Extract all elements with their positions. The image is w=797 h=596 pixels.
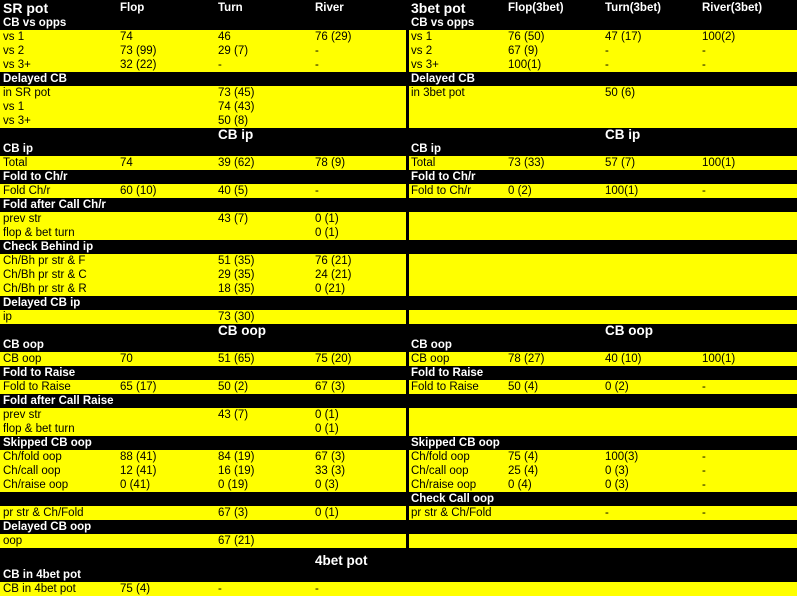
stat-row — [409, 86, 797, 100]
section-title: CB ip — [218, 127, 254, 142]
stat-row — [409, 156, 797, 170]
group-header — [409, 72, 797, 86]
row-label: in 3bet pot — [411, 87, 465, 99]
section-header — [0, 554, 797, 568]
stat-value: - — [702, 507, 706, 519]
stat-value: - — [605, 59, 609, 71]
row-label: Skipped CB oop — [3, 437, 92, 449]
stat-value: 76 (21) — [315, 255, 352, 267]
stat-row — [0, 478, 406, 492]
row-label: Fold to Ch/r — [3, 171, 68, 183]
stat-row — [0, 310, 406, 324]
row-label: Fold to Raise — [411, 367, 484, 379]
group-header — [0, 568, 797, 582]
stat-value: 47 (17) — [605, 31, 642, 43]
stat-value: 50 (8) — [218, 115, 249, 127]
group-header — [409, 16, 797, 30]
stat-row — [0, 100, 406, 114]
stat-row — [409, 478, 797, 492]
stat-row — [0, 464, 406, 478]
stat-value: 76 (29) — [315, 31, 352, 43]
group-header — [0, 72, 406, 86]
row-label: Fold Ch/r — [3, 185, 51, 197]
stat-value: 0 (2) — [508, 185, 532, 197]
group-header — [0, 520, 406, 534]
stat-value: 74 (43) — [218, 101, 255, 113]
stat-row — [409, 184, 797, 198]
stat-value: 29 (7) — [218, 45, 249, 57]
group-header — [409, 296, 797, 310]
stat-value: 50 (2) — [218, 381, 249, 393]
stat-value: 32 (22) — [120, 59, 157, 71]
stat-value: 51 (65) — [218, 353, 255, 365]
stat-value: 73 (33) — [508, 157, 545, 169]
stat-value: Turn — [218, 2, 243, 14]
3bet-pot-panel — [409, 0, 797, 548]
stat-value: 65 (17) — [120, 381, 157, 393]
row-label: 3bet pot — [411, 0, 466, 16]
stat-row — [409, 408, 797, 422]
section-title: CB ip — [605, 127, 641, 142]
stat-row — [0, 226, 406, 240]
row-label: pr str & Ch/Fold — [3, 507, 84, 519]
stat-value: Flop(3bet) — [508, 2, 564, 14]
stat-row — [0, 282, 406, 296]
stat-row — [409, 352, 797, 366]
stat-value: - — [702, 451, 706, 463]
row-label: vs 3+ — [3, 115, 31, 127]
stat-row — [409, 380, 797, 394]
row-label: CB ip — [411, 143, 442, 155]
group-header — [409, 142, 797, 156]
row-label: Ch/call oop — [3, 465, 61, 477]
stat-value: 0 (41) — [120, 479, 151, 491]
row-label: vs 1 — [411, 31, 433, 43]
group-header — [0, 338, 406, 352]
stat-value: - — [702, 59, 706, 71]
row-label: Fold to Ch/r — [411, 171, 476, 183]
stat-value: 39 (62) — [218, 157, 255, 169]
group-header — [409, 436, 797, 450]
stat-row — [409, 506, 797, 520]
stat-row — [0, 44, 406, 58]
row-label: oop — [3, 535, 23, 547]
stat-row — [0, 114, 406, 128]
stat-value: 84 (19) — [218, 451, 255, 463]
stat-value: 0 (21) — [315, 283, 346, 295]
stat-value: 67 (9) — [508, 45, 539, 57]
stat-row — [0, 58, 406, 72]
stat-value: 43 (7) — [218, 409, 249, 421]
stat-value: 12 (41) — [120, 465, 157, 477]
column-header-row — [0, 0, 406, 16]
stat-value: 78 (27) — [508, 353, 545, 365]
stat-value: 67 (3) — [315, 381, 346, 393]
stat-value: 100(1) — [605, 185, 639, 197]
row-label: CB oop — [3, 353, 42, 365]
stat-value: Turn(3bet) — [605, 2, 662, 14]
stat-value: 0 (3) — [315, 479, 339, 491]
stat-row — [409, 450, 797, 464]
stat-row — [0, 534, 406, 548]
stat-value: 75 (20) — [315, 353, 352, 365]
stat-value: 75 (4) — [120, 583, 151, 595]
4bet-pot-panel — [0, 554, 797, 596]
stat-value: 18 (35) — [218, 283, 255, 295]
stat-value: 70 — [120, 353, 133, 365]
stat-value: - — [218, 59, 222, 71]
stat-value: River(3bet) — [702, 2, 763, 14]
stat-value: 67 (3) — [218, 507, 249, 519]
section-title: 4bet pot — [315, 553, 368, 568]
row-label: Fold after Call Ch/r — [3, 199, 106, 211]
stat-value: 75 (4) — [508, 451, 539, 463]
stat-row — [409, 282, 797, 296]
row-label: prev str — [3, 213, 42, 225]
stat-value: 100(1) — [702, 353, 736, 365]
stat-value: - — [605, 507, 609, 519]
stat-value: 100(3) — [605, 451, 639, 463]
stat-value: 100(2) — [702, 31, 736, 43]
stat-row — [0, 450, 406, 464]
stat-row — [409, 310, 797, 324]
row-label: SR pot — [3, 0, 49, 16]
stat-value: - — [702, 185, 706, 197]
stat-value: 0 (1) — [315, 409, 339, 421]
stat-row — [409, 226, 797, 240]
row-label: vs 3+ — [3, 59, 31, 71]
stat-value: 74 — [120, 157, 133, 169]
row-label: Fold to Ch/r — [411, 185, 472, 197]
group-header — [409, 394, 797, 408]
stat-row — [0, 582, 797, 596]
stat-value: 67 (21) — [218, 535, 255, 547]
group-header — [0, 366, 406, 380]
row-label: ip — [3, 311, 12, 323]
stat-value: 88 (41) — [120, 451, 157, 463]
stat-value: 74 — [120, 31, 133, 43]
stat-value: 76 (50) — [508, 31, 545, 43]
stat-row — [0, 506, 406, 520]
row-label: in SR pot — [3, 87, 51, 99]
sr-pot-panel — [0, 0, 406, 548]
row-label: Check Call oop — [411, 493, 495, 505]
group-header — [409, 240, 797, 254]
row-label: prev str — [3, 409, 42, 421]
stat-row — [0, 380, 406, 394]
section-header — [0, 128, 406, 142]
stat-value: 51 (35) — [218, 255, 255, 267]
group-header — [409, 520, 797, 534]
row-label: vs 3+ — [411, 59, 439, 71]
stat-value: Flop — [120, 2, 145, 14]
row-label: Fold after Call Raise — [3, 395, 114, 407]
stat-value: 67 (3) — [315, 451, 346, 463]
stat-row — [409, 254, 797, 268]
stat-value: River — [315, 2, 344, 14]
stat-value: - — [702, 381, 706, 393]
row-label: CB ip — [3, 143, 34, 155]
stat-value: 78 (9) — [315, 157, 346, 169]
stat-value: - — [702, 45, 706, 57]
stat-value: 43 (7) — [218, 213, 249, 225]
stat-row — [0, 422, 406, 436]
row-label: Delayed CB ip — [3, 297, 81, 309]
row-label: CB in 4bet pot — [3, 569, 81, 581]
row-label: Skipped CB oop — [411, 437, 500, 449]
row-label: flop & bet turn — [3, 227, 75, 239]
row-label: vs 2 — [3, 45, 25, 57]
row-label: Delayed CB oop — [3, 521, 92, 533]
group-header — [0, 170, 406, 184]
group-header — [409, 492, 797, 506]
row-label: Ch/raise oop — [411, 479, 477, 491]
stat-row — [0, 212, 406, 226]
group-header — [0, 142, 406, 156]
row-label: Ch/Bh pr str & C — [3, 269, 87, 281]
row-label: Ch/Bh pr str & F — [3, 255, 86, 267]
stat-row — [409, 114, 797, 128]
row-label: CB in 4bet pot — [3, 583, 76, 595]
stat-value: 40 (5) — [218, 185, 249, 197]
stat-row — [409, 44, 797, 58]
stat-row — [409, 212, 797, 226]
stat-row — [409, 30, 797, 44]
stat-row — [0, 408, 406, 422]
stat-value: 0 (1) — [315, 213, 339, 225]
row-label: Ch/fold oop — [411, 451, 470, 463]
row-label: Fold to Raise — [3, 367, 76, 379]
stat-row — [0, 184, 406, 198]
stat-value: 33 (3) — [315, 465, 346, 477]
stat-value: 73 (99) — [120, 45, 157, 57]
stat-row — [409, 534, 797, 548]
row-label: Fold to Raise — [411, 381, 479, 393]
section-header — [409, 128, 797, 142]
stat-value: 0 (1) — [315, 227, 339, 239]
stat-value: 50 (4) — [508, 381, 539, 393]
stat-value: 0 (1) — [315, 423, 339, 435]
stat-row — [409, 100, 797, 114]
stat-value: - — [605, 45, 609, 57]
row-label: Total — [411, 157, 436, 169]
stat-value: - — [315, 185, 319, 197]
section-title: CB oop — [218, 323, 266, 338]
group-header — [0, 492, 406, 506]
stat-row — [0, 156, 406, 170]
stat-value: 73 (30) — [218, 311, 255, 323]
section-title: CB oop — [605, 323, 653, 338]
section-header — [409, 324, 797, 338]
row-label: Ch/fold oop — [3, 451, 62, 463]
group-header — [409, 366, 797, 380]
stat-value: - — [702, 479, 706, 491]
group-header — [409, 170, 797, 184]
stat-value: 57 (7) — [605, 157, 636, 169]
stat-row — [0, 254, 406, 268]
stat-row — [409, 422, 797, 436]
section-header — [0, 324, 406, 338]
row-label: Fold to Raise — [3, 381, 71, 393]
stat-value: 0 (19) — [218, 479, 249, 491]
stat-value: 100(1) — [508, 59, 542, 71]
stat-row — [0, 30, 406, 44]
row-label: Ch/raise oop — [3, 479, 69, 491]
row-label: CB vs opps — [411, 17, 475, 29]
stat-value: 50 (6) — [605, 87, 636, 99]
stat-value: 25 (4) — [508, 465, 539, 477]
stat-value: - — [315, 59, 319, 71]
stat-value: 46 — [218, 31, 231, 43]
row-label: Total — [3, 157, 28, 169]
row-label: vs 2 — [411, 45, 433, 57]
stat-value: 16 (19) — [218, 465, 255, 477]
stat-row — [409, 268, 797, 282]
stat-value: 0 (4) — [508, 479, 532, 491]
stat-value: - — [218, 583, 222, 595]
row-label: vs 1 — [3, 31, 25, 43]
row-label: Ch/Bh pr str & R — [3, 283, 87, 295]
row-label: CB oop — [3, 339, 44, 351]
stat-value: 40 (10) — [605, 353, 642, 365]
group-header — [409, 338, 797, 352]
stat-value: - — [702, 465, 706, 477]
stat-value: 29 (35) — [218, 269, 255, 281]
group-header — [0, 296, 406, 310]
row-label: pr str & Ch/Fold — [411, 507, 492, 519]
stat-row — [409, 58, 797, 72]
stat-value: 0 (3) — [605, 479, 629, 491]
row-label: Check Behind ip — [3, 241, 94, 253]
stat-row — [409, 464, 797, 478]
stat-row — [0, 86, 406, 100]
row-label: Delayed CB — [411, 73, 475, 85]
group-header — [0, 436, 406, 450]
row-label: Ch/call oop — [411, 465, 469, 477]
row-label: CB oop — [411, 339, 452, 351]
stat-value: - — [315, 583, 319, 595]
row-label: vs 1 — [3, 101, 25, 113]
stat-value: 0 (3) — [605, 465, 629, 477]
stat-value: 100(1) — [702, 157, 736, 169]
column-header-row — [409, 0, 797, 16]
group-header — [0, 394, 406, 408]
row-label: flop & bet turn — [3, 423, 75, 435]
stat-value: 60 (10) — [120, 185, 157, 197]
group-header — [0, 16, 406, 30]
stat-row — [0, 268, 406, 282]
row-label: Delayed CB — [3, 73, 67, 85]
stat-value: 73 (45) — [218, 87, 255, 99]
row-label: CB vs opps — [3, 17, 67, 29]
stat-value: 0 (2) — [605, 381, 629, 393]
row-label: CB oop — [411, 353, 450, 365]
group-header — [0, 198, 406, 212]
stat-value: 0 (1) — [315, 507, 339, 519]
stat-value: - — [315, 45, 319, 57]
stat-value: 24 (21) — [315, 269, 352, 281]
group-header — [0, 240, 406, 254]
group-header — [409, 198, 797, 212]
stat-row — [0, 352, 406, 366]
